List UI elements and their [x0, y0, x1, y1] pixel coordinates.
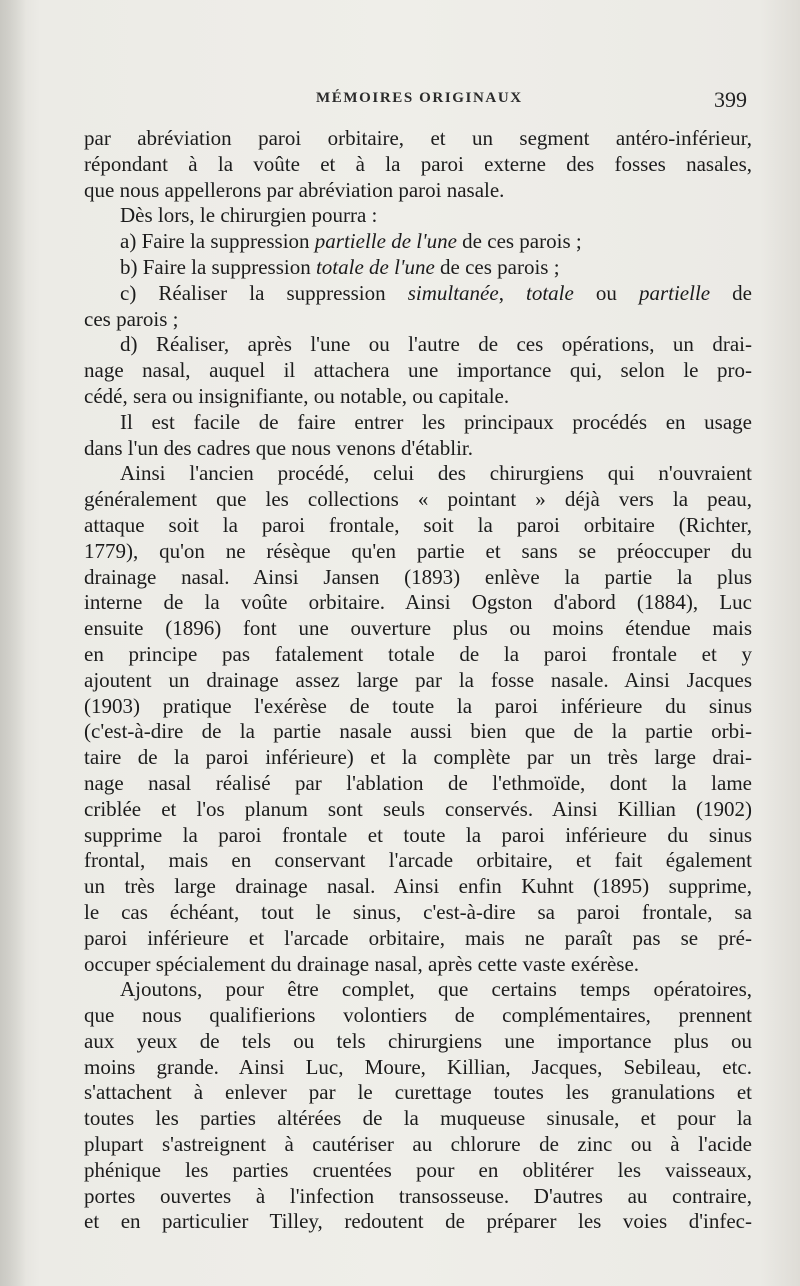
- text-line: généralement que les collections « pointant » déjà vers la peau,: [84, 487, 752, 512]
- running-head: [0, 88, 800, 112]
- text-line: c) Réaliser la suppression simultanée, totale ou partielle de: [120, 280, 752, 305]
- body-text: [84, 126, 752, 1235]
- text-line: cédé, sera ou insignifiante, ou notable, ou capitale.: [84, 383, 510, 408]
- text-line: 1779), qu'on ne résèque qu'en partie et sans se préoccuper du: [84, 538, 752, 563]
- running-title: MÉMOIRES ORIGINAUX: [316, 90, 523, 106]
- text-line: frontal, mais en conservant l'arcade orbitaire, et fait également: [84, 848, 752, 873]
- text-line: attaque soit la paroi frontale, soit la paroi orbitaire (Richter,: [84, 512, 752, 537]
- text-line: moins grande. Ainsi Luc, Moure, Killian, Jacques, Sebileau, etc.: [84, 1054, 752, 1079]
- text-line: Ajoutons, pour être complet, que certains temps opératoires,: [120, 977, 752, 1002]
- text-line: a) Faire la suppression partielle de l'une de ces parois ;: [120, 229, 582, 254]
- text-line: d) Réaliser, après l'une ou l'autre de ces opérations, un drai-: [120, 332, 752, 357]
- text-line: nage nasal, auquel il attachera une importance qui, selon le pro-: [84, 358, 752, 383]
- text-line: criblée et l'os planum sont seuls conservés. Ainsi Killian (1902): [84, 796, 752, 821]
- text-line: dans l'un des cadres que nous venons d'établir.: [84, 435, 473, 460]
- text-line: ces parois ;: [84, 306, 179, 331]
- text-line: le cas échéant, tout le sinus, c'est-à-dire sa paroi frontale, sa: [84, 899, 752, 924]
- text-line: drainage nasal. Ainsi Jansen (1893) enlève la partie la plus: [84, 564, 752, 589]
- text-line: taire de la paroi inférieure) et la complète par un très large drai-: [84, 745, 752, 770]
- text-line: ajoutent un drainage assez large par la fosse nasale. Ainsi Jacques: [84, 667, 752, 692]
- text-line: interne de la voûte orbitaire. Ainsi Ogston d'abord (1884), Luc: [84, 590, 752, 615]
- text-line: nage nasal réalisé par l'ablation de l'ethmoïde, dont la lame: [84, 770, 752, 795]
- text-line: Dès lors, le chirurgien pourra :: [120, 203, 378, 228]
- text-line: toutes les parties altérées de la muqueuse sinusale, et pour la: [84, 1106, 752, 1131]
- text-line: que nous qualifierions volontiers de complémentaires, prennent: [84, 1003, 752, 1028]
- text-line: aux yeux de tels ou tels chirurgiens une importance plus ou: [84, 1028, 752, 1053]
- page-gutter-shadow: [0, 0, 26, 1286]
- text-line: b) Faire la suppression totale de l'une de ces parois ;: [120, 254, 560, 279]
- text-line: paroi inférieure et l'arcade orbitaire, mais ne paraît pas se pré-: [84, 925, 752, 950]
- text-line: (1903) pratique l'exérèse de toute la paroi inférieure du sinus: [84, 693, 752, 718]
- text-line: par abréviation paroi orbitaire, et un segment antéro-inférieur,: [84, 126, 752, 150]
- text-line: que nous appellerons par abréviation paroi nasale.: [84, 177, 505, 202]
- text-line: ensuite (1896) font une ouverture plus ou moins étendue mais: [84, 616, 752, 641]
- text-line: plupart s'astreignent à cautériser au chlorure de zinc ou à l'acide: [84, 1132, 752, 1157]
- text-line: un très large drainage nasal. Ainsi enfin Kuhnt (1895) supprime,: [84, 874, 752, 899]
- text-line: s'attachent à enlever par le curettage toutes les granulations et: [84, 1080, 752, 1105]
- text-line: et en particulier Tilley, redoutent de préparer les voies d'infec-: [84, 1209, 752, 1234]
- text-line: (c'est-à-dire de la partie nasale aussi bien que de la partie orbi-: [84, 719, 752, 744]
- text-line: en principe pas fatalement totale de la paroi frontale et y: [84, 641, 752, 666]
- text-line: répondant à la voûte et à la paroi externe des fosses nasales,: [84, 151, 752, 176]
- text-line: supprime la paroi frontale et toute la paroi inférieure du sinus: [84, 822, 752, 847]
- text-line: occuper spécialement du drainage nasal, après cette vaste exérèse.: [84, 951, 640, 976]
- page-number: 399: [714, 87, 747, 112]
- text-line: Ainsi l'ancien procédé, celui des chirurgiens qui n'ouvraient: [120, 461, 752, 486]
- text-line: Il est facile de faire entrer les principaux procédés en usage: [120, 409, 752, 434]
- text-line: portes ouvertes à l'infection transosseuse. D'autres au contraire,: [84, 1183, 752, 1208]
- text-line: phénique les parties cruentées pour en oblitérer les vaisseaux,: [84, 1157, 752, 1182]
